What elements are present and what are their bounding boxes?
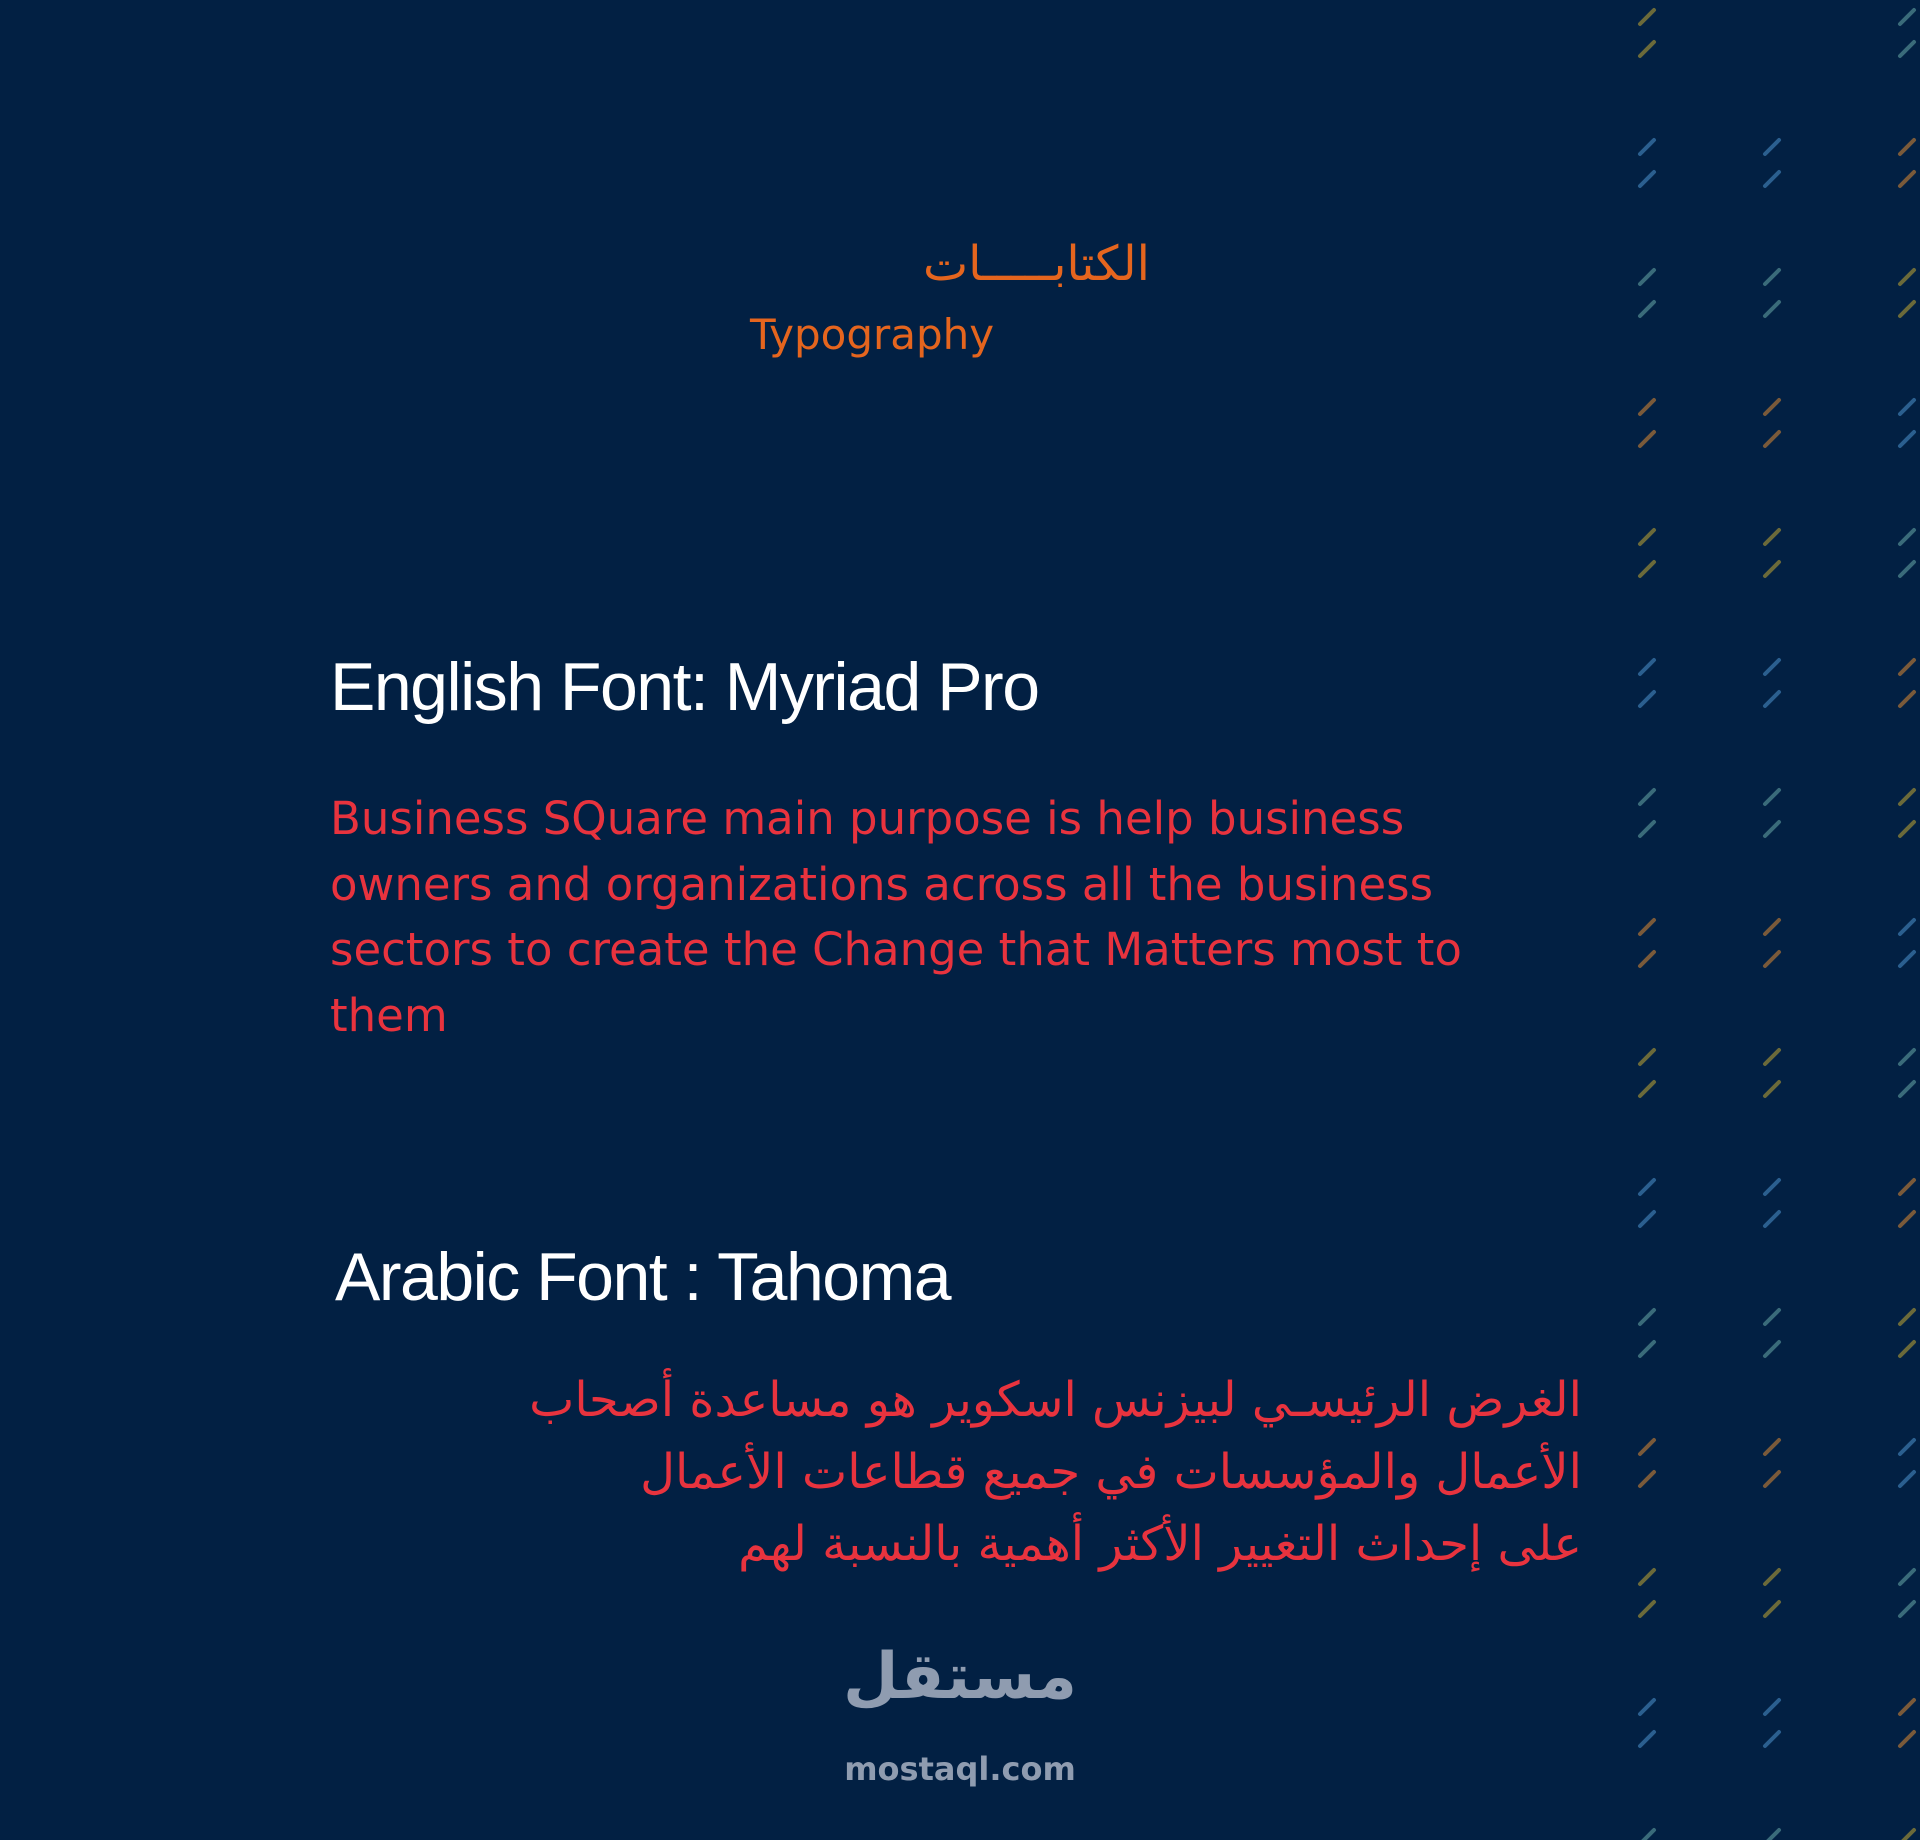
decorative-dash bbox=[1640, 562, 1654, 576]
english-sample-line: Business SQuare main purpose is help business bbox=[330, 792, 1405, 845]
decorative-dash bbox=[1900, 1732, 1914, 1746]
decorative-dash bbox=[1640, 140, 1654, 154]
decorative-dash bbox=[1900, 1472, 1914, 1486]
decorative-dash bbox=[1640, 1050, 1654, 1064]
decorative-dash bbox=[1640, 270, 1654, 284]
decorative-dash bbox=[1765, 1570, 1779, 1584]
decorative-dash bbox=[1640, 692, 1654, 706]
decorative-dash bbox=[1765, 530, 1779, 544]
decorative-dash bbox=[1900, 1050, 1914, 1064]
decorative-dash bbox=[1900, 952, 1914, 966]
decorative-dash bbox=[1640, 400, 1654, 414]
decorative-dash bbox=[1640, 1570, 1654, 1584]
decorative-dash bbox=[1900, 790, 1914, 804]
arabic-sample-line: الأعمال والمؤسسات في جميع قطاعات الأعمال bbox=[640, 1444, 1582, 1500]
decorative-dash bbox=[1900, 400, 1914, 414]
decorative-dash bbox=[1765, 302, 1779, 316]
arabic-sample-line: الغرض الرئيسـي لبيزنس اسكوير هو مساعدة أصحاب bbox=[529, 1372, 1582, 1428]
decorative-dash bbox=[1765, 1212, 1779, 1226]
decorative-dash bbox=[1765, 692, 1779, 706]
decorative-dash bbox=[1640, 1472, 1654, 1486]
decorative-dash bbox=[1900, 172, 1914, 186]
decorative-dash bbox=[1765, 1310, 1779, 1324]
decorative-dash bbox=[1640, 790, 1654, 804]
decorative-dash bbox=[1900, 10, 1914, 24]
decorative-dash bbox=[1640, 1700, 1654, 1714]
decorative-dash bbox=[1640, 10, 1654, 24]
decorative-dash bbox=[1640, 172, 1654, 186]
english-font-sample bbox=[330, 786, 1590, 1048]
decorative-dash bbox=[1640, 1212, 1654, 1226]
decorative-dash bbox=[1640, 1602, 1654, 1616]
decorative-dash bbox=[1765, 562, 1779, 576]
decorative-dash bbox=[1640, 1830, 1654, 1840]
decorative-dash bbox=[1900, 270, 1914, 284]
decorative-dash bbox=[1765, 400, 1779, 414]
decorative-dash bbox=[1900, 562, 1914, 576]
decorative-dash bbox=[1640, 822, 1654, 836]
decorative-dash bbox=[1765, 1732, 1779, 1746]
decorative-dash bbox=[1640, 1440, 1654, 1454]
decorative-dash bbox=[1900, 692, 1914, 706]
decorative-dash bbox=[1900, 140, 1914, 154]
decorative-dash bbox=[1900, 1082, 1914, 1096]
decorative-dash bbox=[1900, 1180, 1914, 1194]
decorative-dash bbox=[1765, 1050, 1779, 1064]
decorative-dash bbox=[1900, 302, 1914, 316]
decorative-dash bbox=[1640, 432, 1654, 446]
decorative-dash bbox=[1640, 952, 1654, 966]
decorative-dash bbox=[1900, 920, 1914, 934]
decorative-dash bbox=[1640, 1732, 1654, 1746]
decorative-dash bbox=[1900, 660, 1914, 674]
decorative-dash bbox=[1640, 302, 1654, 316]
decorative-dash bbox=[1765, 140, 1779, 154]
decorative-dash bbox=[1900, 530, 1914, 544]
arabic-font-heading: Arabic Font : Tahoma bbox=[335, 1239, 951, 1315]
decorative-dash bbox=[1765, 790, 1779, 804]
decorative-dash bbox=[1900, 1830, 1914, 1840]
decorative-dash bbox=[1765, 1440, 1779, 1454]
decorative-dash bbox=[1900, 1700, 1914, 1714]
decorative-dash bbox=[1900, 42, 1914, 56]
decorative-dash bbox=[1640, 1082, 1654, 1096]
decorative-dash bbox=[1900, 1310, 1914, 1324]
arabic-sample-line: على إحداث التغيير الأكثر أهمية بالنسبة لهم bbox=[738, 1516, 1582, 1572]
english-sample-line: them bbox=[330, 988, 448, 1042]
decorative-dash bbox=[1900, 1440, 1914, 1454]
decorative-dash bbox=[1765, 1472, 1779, 1486]
decorative-dash bbox=[1640, 660, 1654, 674]
decorative-dash bbox=[1765, 660, 1779, 674]
decorative-dash bbox=[1765, 270, 1779, 284]
decorative-dash bbox=[1765, 822, 1779, 836]
decorative-dash bbox=[1765, 172, 1779, 186]
decorative-dash bbox=[1900, 1342, 1914, 1356]
decorative-dash bbox=[1640, 530, 1654, 544]
section-title-english: Typography bbox=[750, 310, 995, 359]
decorative-dash bbox=[1640, 42, 1654, 56]
english-sample-line: sectors to create the Change that Matters most to bbox=[330, 923, 1462, 976]
decorative-dash bbox=[1765, 1830, 1779, 1840]
decorative-dash bbox=[1765, 1082, 1779, 1096]
decorative-dash bbox=[1900, 822, 1914, 836]
mostaql-logo-arabic: مستقل bbox=[842, 1640, 1078, 1714]
english-sample-line: owners and organizations across all the business bbox=[330, 857, 1434, 911]
decorative-dash bbox=[1900, 432, 1914, 446]
decorative-dash bbox=[1900, 1602, 1914, 1616]
decorative-dash-pattern bbox=[1620, 0, 1920, 1840]
decorative-dash bbox=[1765, 432, 1779, 446]
decorative-dash bbox=[1640, 1180, 1654, 1194]
decorative-dash bbox=[1765, 920, 1779, 934]
decorative-dash bbox=[1765, 1342, 1779, 1356]
decorative-dash bbox=[1640, 1310, 1654, 1324]
decorative-dash bbox=[1640, 1342, 1654, 1356]
decorative-dash bbox=[1765, 952, 1779, 966]
decorative-dash bbox=[1900, 1212, 1914, 1226]
decorative-dash bbox=[1765, 1700, 1779, 1714]
section-title-arabic: الكتابـــــات bbox=[922, 236, 1150, 292]
decorative-dash bbox=[1640, 920, 1654, 934]
mostaql-logo-url: mostaql.com bbox=[844, 1750, 1076, 1788]
english-font-heading: English Font: Myriad Pro bbox=[330, 649, 1039, 725]
decorative-dash bbox=[1765, 1180, 1779, 1194]
decorative-dash bbox=[1900, 1570, 1914, 1584]
arabic-font-sample bbox=[330, 1364, 1582, 1580]
decorative-dash bbox=[1765, 1602, 1779, 1616]
